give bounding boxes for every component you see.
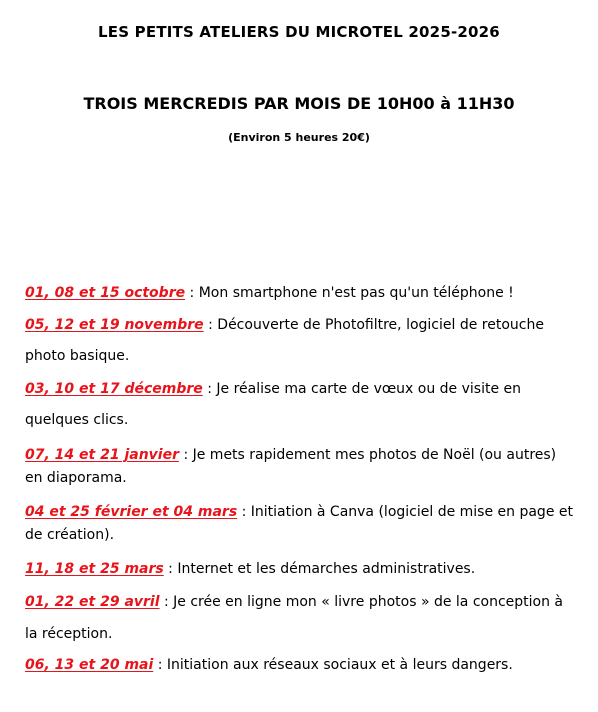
atelier-description: : Je réalise ma carte de vœux ou de visite en	[202, 381, 522, 397]
atelier-fevrier-mars	[25, 503, 573, 521]
atelier-decembre	[25, 380, 521, 398]
atelier-description: : Mon smartphone n'est pas qu'un téléphone !	[185, 285, 514, 301]
atelier-description-continued: quelques clics.	[25, 412, 129, 428]
atelier-description: : Découverte de Photofiltre, logiciel de retouche	[203, 317, 544, 333]
atelier-description: : Je mets rapidement mes photos de Noël (ou autres)	[179, 447, 557, 463]
duration-price-note: (Environ 5 heures 20€)	[228, 131, 370, 144]
document-title: LES PETITS ATELIERS DU MICROTEL 2025-2026	[98, 23, 500, 41]
atelier-date: 03, 10 et 17 décembre	[25, 381, 203, 397]
atelier-novembre	[25, 316, 544, 334]
atelier-date: 01, 22 et 29 avril	[25, 594, 160, 610]
atelier-description: : Internet et les démarches administratives.	[163, 561, 476, 577]
atelier-description-continued: de création).	[25, 527, 115, 543]
atelier-description: : Je crée en ligne mon « livre photos » de la conception à	[159, 594, 564, 610]
atelier-description-continued: photo basique.	[25, 348, 130, 364]
atelier-description-continued: la réception.	[25, 626, 113, 642]
atelier-date: 11, 18 et 25 mars	[25, 561, 164, 577]
atelier-description: : Initiation aux réseaux sociaux et à leurs dangers.	[153, 657, 513, 673]
atelier-date: 06, 13 et 20 mai	[25, 657, 154, 673]
atelier-date: 01, 08 et 15 octobre	[25, 285, 186, 301]
atelier-date: 07, 14 et 21 janvier	[25, 447, 179, 463]
atelier-mars	[25, 560, 475, 578]
atelier-description-continued: en diaporama.	[25, 470, 127, 486]
atelier-mai	[25, 656, 513, 674]
atelier-date: 05, 12 et 19 novembre	[25, 317, 204, 333]
atelier-date: 04 et 25 février et 04 mars	[25, 504, 238, 520]
atelier-description: : Initiation à Canva (logiciel de mise en page et	[237, 504, 573, 520]
atelier-octobre	[25, 284, 514, 302]
schedule-subtitle: TROIS MERCREDIS PAR MOIS DE 10H00 à 11H30	[83, 94, 515, 113]
atelier-avril	[25, 593, 563, 611]
atelier-janvier	[25, 446, 556, 464]
